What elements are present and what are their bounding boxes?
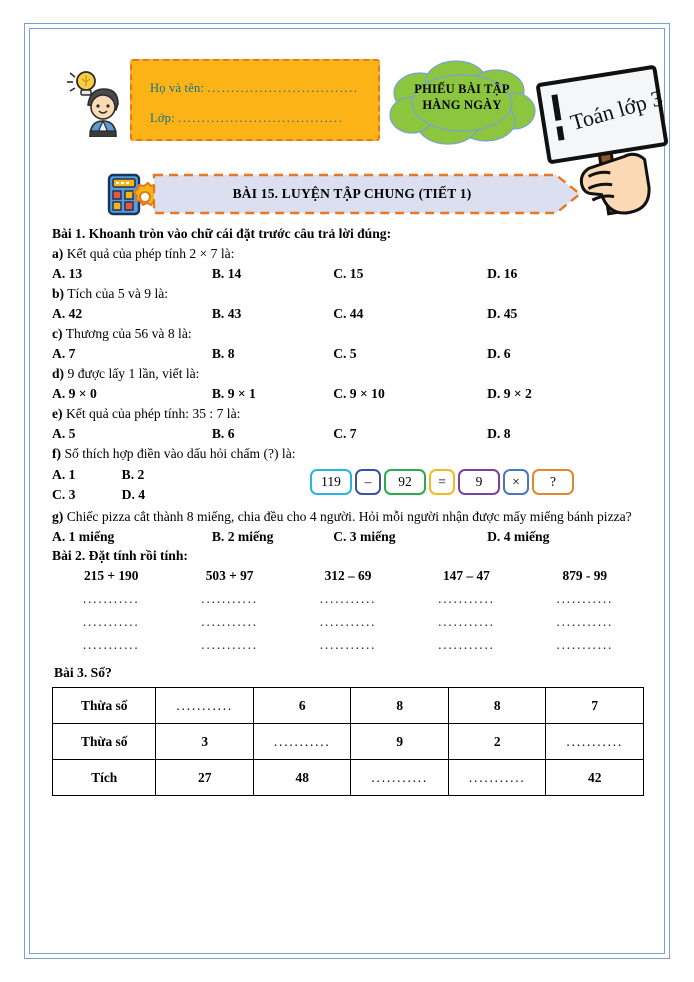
student-lightbulb-icon	[62, 65, 124, 137]
bai3-value-cell: 2	[448, 724, 546, 760]
question-c-options	[52, 345, 644, 363]
option-c[interactable]	[333, 528, 487, 546]
bai2-answer-row	[52, 614, 644, 630]
equation-chain	[310, 469, 644, 495]
option-a[interactable]	[52, 305, 212, 323]
bai2-problem-row	[52, 568, 644, 584]
student-class-label: Lớp:	[150, 111, 175, 125]
option-c[interactable]	[333, 385, 487, 403]
worksheet-body	[24, 218, 670, 796]
equation-box-6: ?	[532, 469, 574, 495]
bai3-value-cell: 48	[253, 760, 351, 796]
bai2-answer-blank[interactable]: ...........	[438, 591, 495, 606]
bai3-heading: Bài 3. Số?	[54, 665, 112, 680]
option-a-label: A. 13	[52, 266, 83, 281]
question-g-stem	[52, 508, 644, 526]
bai2-answer-blank[interactable]: ...........	[201, 614, 258, 629]
question-d-options	[52, 385, 644, 403]
equation-box-5: ×	[503, 469, 529, 495]
option-d-label: D. 8	[487, 426, 511, 441]
bai2-answer-blank[interactable]: ...........	[201, 637, 258, 652]
bai2-problem-2: 312 – 69	[324, 568, 372, 583]
option-a-label: A. 5	[52, 426, 76, 441]
option-b-label: B. 8	[211, 346, 235, 361]
sign-text: Toán lớp 3	[567, 85, 666, 136]
option-a[interactable]	[52, 345, 212, 363]
question-f-stem	[52, 445, 644, 463]
worksheet-page	[24, 23, 670, 959]
bai3-row-label: Thừa số	[53, 688, 156, 724]
option-d[interactable]	[487, 265, 641, 283]
option-c-label: C. 3	[52, 487, 76, 502]
option-c-label: C. 7	[333, 426, 357, 441]
option-d[interactable]	[487, 345, 641, 363]
bai1-heading: Bài 1. Khoanh tròn vào chữ cái đặt trước câu trả lời đúng:	[52, 226, 392, 241]
equation-box-4: 9	[458, 469, 500, 495]
bai2-answer-blank[interactable]: ...........	[438, 637, 495, 652]
cloud-title-line-2: HÀNG NGÀY	[422, 98, 502, 112]
bai3-blank-cell[interactable]: ...........	[156, 688, 254, 724]
bai3-value-cell: 9	[351, 724, 449, 760]
option-a-label: A. 9 × 0	[52, 386, 97, 401]
option-d[interactable]	[122, 486, 175, 504]
option-b[interactable]	[122, 466, 175, 484]
student-class-blank: ...................................	[178, 111, 344, 125]
bai2-answer-blank[interactable]: ...........	[556, 637, 614, 652]
equation-box-2: 92	[384, 469, 426, 495]
option-d-label: D. 16	[487, 266, 518, 281]
bai2-heading: Bài 2. Đặt tính rồi tính:	[52, 548, 188, 563]
option-d-label: D. 6	[487, 346, 511, 361]
bai3-blank-cell[interactable]: ...........	[253, 724, 351, 760]
question-f-equation	[310, 465, 644, 495]
question-f-row	[52, 465, 644, 506]
question-a-marker: a)	[52, 246, 64, 261]
bai3-value-cell: 8	[351, 688, 449, 724]
question-e-text: Kết quả của phép tính: 35 : 7 là:	[65, 406, 241, 421]
question-g-options	[52, 528, 644, 546]
question-b-marker: b)	[52, 286, 65, 301]
bai2-answer-blank[interactable]: ...........	[319, 637, 377, 652]
bai3-value-cell: 7	[546, 688, 644, 724]
bai3-row-label: Thừa số	[53, 724, 156, 760]
bai3-value-cell: 42	[546, 760, 644, 796]
question-g-text: Chiếc pizza cắt thành 8 miếng, chia đều cho 4 người. Hỏi mỗi người nhận được mấy miếng bánh pizza?	[66, 509, 632, 524]
question-b-stem	[52, 285, 644, 303]
option-d-label: D. 45	[487, 306, 518, 321]
option-d[interactable]	[487, 425, 641, 443]
bai3-value-cell: 8	[448, 688, 546, 724]
calculator-gear-icon	[106, 172, 158, 216]
option-a-label: A. 42	[52, 306, 83, 321]
bai2-answer-blank[interactable]: ...........	[556, 591, 614, 606]
lesson-title: BÀI 15. LUYỆN TẬP CHUNG (TIẾT 1)	[232, 186, 472, 201]
question-f-marker: f)	[52, 446, 62, 461]
question-a-options	[52, 265, 644, 283]
option-b-label: B. 14	[211, 266, 242, 281]
option-b[interactable]	[212, 385, 333, 403]
question-b-options	[52, 305, 644, 323]
bai3-row-label: Tích	[53, 760, 156, 796]
lesson-title-row	[24, 170, 670, 218]
table-row	[53, 760, 644, 796]
cloud-title-line-1: PHIẾU BÀI TẬP	[414, 82, 510, 96]
student-name-label: Họ và tên:	[150, 81, 205, 95]
option-c[interactable]	[333, 425, 487, 443]
bai3-value-cell: 6	[253, 688, 351, 724]
option-b-label: B. 9 × 1	[211, 386, 256, 401]
question-b-text: Tích của 5 và 9 là:	[67, 286, 169, 301]
option-b[interactable]	[212, 425, 333, 443]
worksheet-type-title	[386, 81, 538, 113]
question-f-options	[52, 465, 310, 506]
question-e-marker: e)	[52, 406, 63, 421]
table-row	[53, 688, 644, 724]
option-a[interactable]	[52, 528, 212, 546]
bai2-answer-blank[interactable]: ...........	[319, 614, 377, 629]
worksheet-header	[24, 23, 670, 178]
equation-box-3: =	[429, 469, 455, 495]
bai2-answer-blank[interactable]: ...........	[82, 591, 140, 606]
bai2-problem-1: 503 + 97	[205, 568, 254, 583]
question-f-options-row2	[52, 486, 310, 504]
question-f-text: Số thích hợp điền vào dấu hỏi chấm (?) là:	[64, 446, 296, 461]
bai3-blank-cell[interactable]: ...........	[351, 760, 449, 796]
student-name-line[interactable]	[150, 73, 378, 103]
option-c[interactable]	[52, 486, 122, 504]
bai2-problem-3: 147 – 47	[442, 568, 490, 583]
option-c[interactable]	[333, 265, 487, 283]
question-d-marker: d)	[52, 366, 65, 381]
option-c-label: C. 15	[333, 266, 364, 281]
bai3-blank-cell[interactable]: ...........	[448, 760, 546, 796]
bai2-work-area	[52, 591, 644, 653]
option-d-label: D. 9 × 2	[487, 386, 532, 401]
question-c-text: Thương của 56 và 8 là:	[65, 326, 192, 341]
question-f-options-row1	[52, 466, 310, 484]
student-class-line[interactable]	[150, 103, 378, 133]
option-a[interactable]	[52, 265, 212, 283]
option-b-label: B. 43	[211, 306, 242, 321]
bai2-answer-blank[interactable]: ...........	[319, 591, 377, 606]
question-a-text: Kết quả của phép tính 2 × 7 là:	[66, 246, 235, 261]
option-d[interactable]	[487, 305, 641, 323]
question-d-stem	[52, 365, 644, 383]
option-d[interactable]	[487, 528, 641, 546]
option-c-label: C. 9 × 10	[333, 386, 385, 401]
option-d[interactable]	[487, 385, 641, 403]
option-c[interactable]	[333, 305, 487, 323]
option-a-label: A. 1 miếng	[52, 529, 115, 544]
bai2-answer-blank[interactable]: ...........	[82, 614, 140, 629]
option-a[interactable]	[52, 425, 212, 443]
student-info-box	[130, 59, 380, 141]
bai3-table	[52, 687, 644, 796]
option-a[interactable]	[52, 466, 122, 484]
option-a-label: A. 1	[52, 467, 76, 482]
bai2-answer-blank[interactable]: ...........	[82, 637, 140, 652]
option-c-label: C. 44	[333, 306, 364, 321]
bai3-value-cell: 27	[156, 760, 254, 796]
question-d-text: 9 được lấy 1 lần, viết là:	[67, 366, 200, 381]
bai2-problem-4: 879 - 99	[562, 568, 608, 583]
bai2-answer-blank[interactable]: ...........	[556, 614, 614, 629]
bai2-answer-row	[52, 591, 644, 607]
option-a[interactable]	[52, 385, 212, 403]
equation-box-1: –	[355, 469, 381, 495]
option-b[interactable]	[212, 305, 333, 323]
option-d-label: D. 4 miếng	[487, 529, 550, 544]
option-c[interactable]	[333, 345, 487, 363]
option-c-label: C. 3 miếng	[333, 529, 396, 544]
option-b[interactable]	[212, 345, 333, 363]
bai2-problem-0: 215 + 190	[83, 568, 139, 583]
option-b[interactable]	[212, 265, 333, 283]
question-c-stem	[52, 325, 644, 343]
question-e-stem	[52, 405, 644, 423]
option-a-label: A. 7	[52, 346, 76, 361]
option-b-label: B. 2 miếng	[211, 529, 274, 544]
bai3-blank-cell[interactable]: ...........	[546, 724, 644, 760]
bai2-answer-row	[52, 637, 644, 653]
option-b-label: B. 6	[211, 426, 235, 441]
equation-box-0: 119	[310, 469, 352, 495]
student-name-blank: ................................	[207, 81, 359, 95]
question-g-marker: g)	[52, 509, 64, 524]
option-c-label: C. 5	[333, 346, 357, 361]
option-d-label: D. 4	[121, 487, 146, 502]
question-e-options	[52, 425, 644, 443]
table-row	[53, 724, 644, 760]
bai2-answer-blank[interactable]: ...........	[201, 591, 258, 606]
question-a-stem	[52, 245, 644, 263]
bai3-value-cell: 3	[156, 724, 254, 760]
bai2-answer-blank[interactable]: ...........	[438, 614, 495, 629]
option-b[interactable]	[212, 528, 333, 546]
option-b-label: B. 2	[121, 467, 145, 482]
question-c-marker: c)	[52, 326, 63, 341]
